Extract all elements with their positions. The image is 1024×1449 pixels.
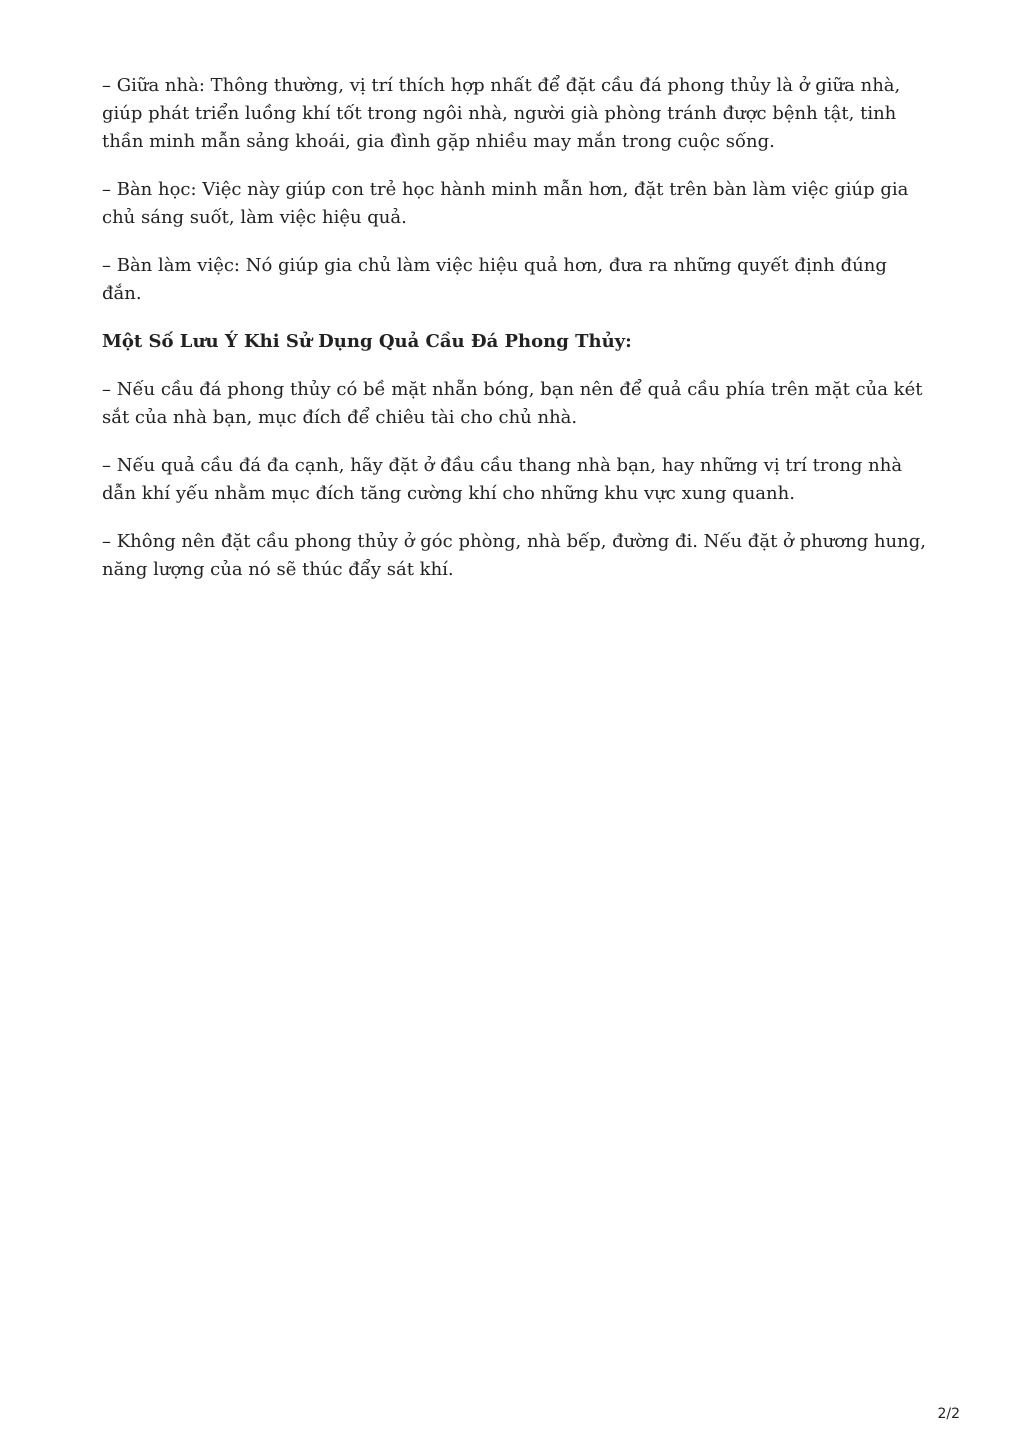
- document-body: [102, 72, 932, 604]
- paragraph-study-desk: – Bàn học: Việc này giúp con trẻ học hành minh mẫn hơn, đặt trên bàn làm việc giúp gia chủ sáng suốt, làm việc hiệu quả.: [102, 179, 909, 228]
- paragraph-work-desk: – Bàn làm việc: Nó giúp gia chủ làm việc hiệu quả hơn, đưa ra những quyết định đúng đắn.: [102, 255, 887, 304]
- paragraph-center-of-house: – Giữa nhà: Thông thường, vị trí thích hợp nhất để đặt cầu đá phong thủy là ở giữa nhà, giúp phát triển luồng khí tốt trong ngôi nhà, người già phòng tránh được bệnh tật, tinh thần minh mẫn sảng khoái, gia đình gặp nhiều may mắn trong cuộc sống.: [102, 75, 901, 152]
- paragraph-faceted-sphere: – Nếu quả cầu đá đa cạnh, hãy đặt ở đầu cầu thang nhà bạn, hay những vị trí trong nhà dẫn khí yếu nhằm mục đích tăng cường khí cho những khu vực xung quanh.: [102, 455, 903, 504]
- paragraph-smooth-surface: – Nếu cầu đá phong thủy có bề mặt nhẵn bóng, bạn nên để quả cầu phía trên mặt của két sắt của nhà bạn, mục đích để chiêu tài cho chủ nhà.: [102, 379, 923, 428]
- paragraph-avoid-placement: – Không nên đặt cầu phong thủy ở góc phòng, nhà bếp, đường đi. Nếu đặt ở phương hung, năng lượng của nó sẽ thúc đẩy sát khí.: [102, 531, 926, 580]
- section-heading: Một Số Lưu Ý Khi Sử Dụng Quả Cầu Đá Phong Thủy:: [102, 331, 632, 352]
- page-number: 2/2: [937, 1406, 960, 1422]
